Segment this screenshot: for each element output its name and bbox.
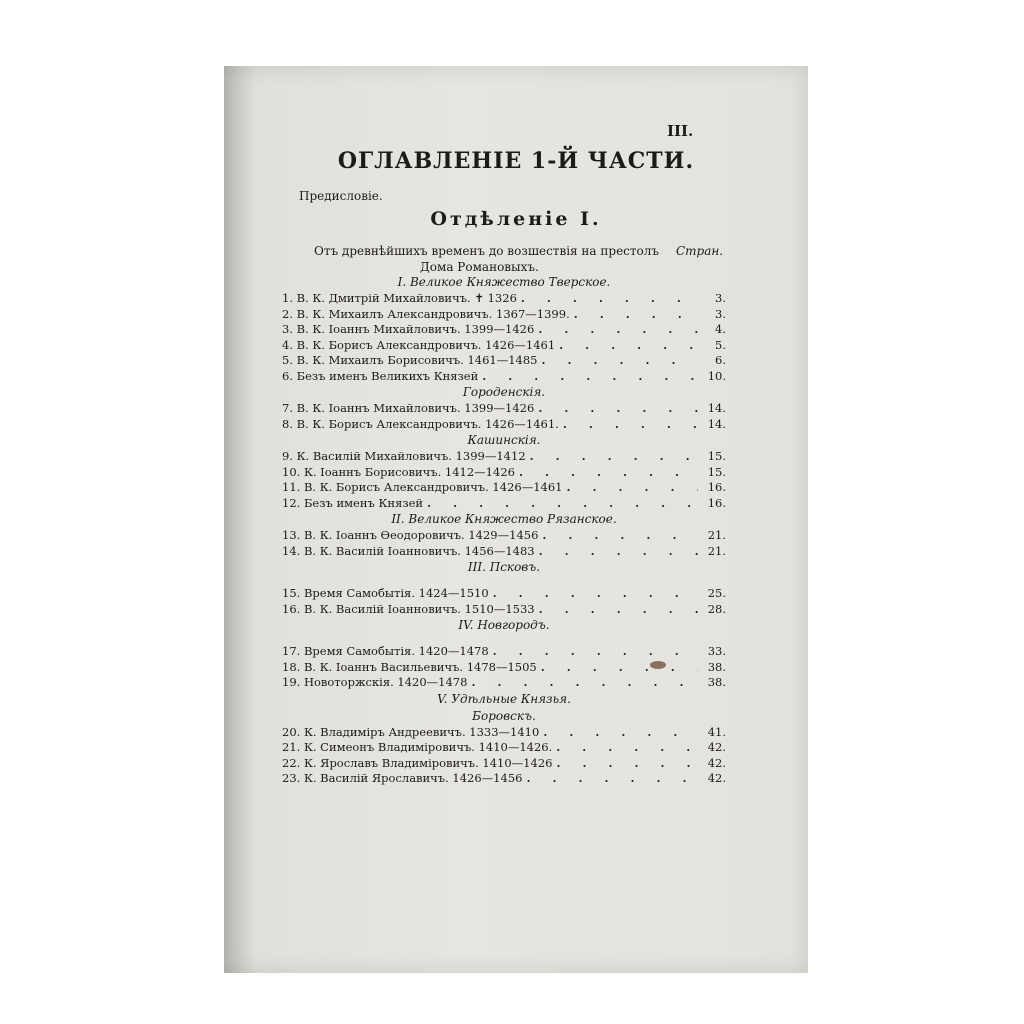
toc-entry-page: 3. xyxy=(715,291,726,305)
ink-stain xyxy=(650,661,666,669)
dot-leader xyxy=(521,291,698,307)
dot-leader xyxy=(482,369,698,385)
dot-leader xyxy=(541,660,698,676)
toc-entry xyxy=(282,756,726,772)
toc-entry xyxy=(282,465,726,481)
toc-entry-title: 19. Новоторжскія. 1420—1478 xyxy=(282,675,468,689)
toc-entry-title: 17. Время Самобытія. 1420—1478 xyxy=(282,644,489,658)
toc-entry-page: 28. xyxy=(707,601,726,616)
toc-spacer xyxy=(282,576,726,586)
toc-entry-title: 21. К. Симеонъ Владиміровичъ. 1410—1426. xyxy=(282,740,553,754)
section-subtitle-line1: Отъ древнѣйшихъ временъ до возшествія на престолъ xyxy=(314,244,660,258)
dot-leader xyxy=(471,675,698,691)
toc-entry xyxy=(282,322,726,338)
dot-leader xyxy=(542,353,699,369)
toc-entry xyxy=(282,602,726,618)
toc-entry-page: 25. xyxy=(707,586,726,600)
toc-entry xyxy=(282,307,726,323)
toc-entry-title: 6. Безъ именъ Великихъ Князей xyxy=(282,368,479,383)
toc-entry-page: 42. xyxy=(707,771,726,785)
toc-entry xyxy=(282,353,726,369)
toc-entry-title: 13. В. К. Іоаннъ Ѳеодоровичъ. 1429—1456 xyxy=(282,528,539,542)
toc-entry-title: 3. В. К. Іоаннъ Михайловичъ. 1399—1426 xyxy=(282,322,535,336)
dot-leader xyxy=(427,496,698,512)
toc-entry-page: 6. xyxy=(715,353,726,367)
toc-spacer xyxy=(282,634,726,644)
toc-entry xyxy=(282,771,726,787)
section-subtitle-line2: Дома Романовыхъ. xyxy=(420,260,539,274)
toc-entry-title: 16. В. К. Василій Іоанновичъ. 1510—1533 xyxy=(282,601,535,616)
toc-entry xyxy=(282,417,726,433)
toc-entry-title: 1. В. К. Дмитрій Михайловичъ. ✝ 1326 xyxy=(282,291,517,305)
toc-entry-title: 22. К. Ярославъ Владиміровичъ. 1410—1426 xyxy=(282,755,553,770)
dot-leader xyxy=(538,322,698,338)
dot-leader xyxy=(493,644,698,660)
dot-leader xyxy=(539,544,698,560)
toc-entry-title: 15. Время Самобытія. 1424—1510 xyxy=(282,586,489,600)
toc-entry-title: 14. В. К. Василій Іоанновичъ. 1456—1483 xyxy=(282,543,535,558)
toc-entry-page: 41. xyxy=(707,724,726,739)
toc-entry-title: 20. К. Владиміръ Андреевичъ. 1333—1410 xyxy=(282,724,540,739)
toc-heading: II. Великое Княжество Рязанское. xyxy=(391,512,617,526)
dot-leader xyxy=(538,401,698,417)
toc-entry-title: 8. В. К. Борисъ Александровичъ. 1426—1461. xyxy=(282,416,559,431)
toc-entry-page: 42. xyxy=(707,740,726,754)
toc-entry-title: 11. В. К. Борисъ Александровичъ. 1426—1461 xyxy=(282,480,563,494)
toc-entry xyxy=(282,480,726,496)
toc-entry-page: 4. xyxy=(715,322,726,336)
table-of-contents xyxy=(282,274,726,787)
dot-leader xyxy=(543,725,698,741)
dot-leader xyxy=(559,338,698,354)
toc-entry xyxy=(282,544,726,560)
toc-heading: Кашинскія. xyxy=(467,433,541,447)
toc-entry xyxy=(282,369,726,385)
dot-leader xyxy=(526,771,698,787)
dot-leader xyxy=(556,756,698,772)
toc-entry-title: 18. В. К. Іоаннъ Васильевичъ. 1478—1505 xyxy=(282,659,537,674)
toc-entry-page: 15. xyxy=(707,449,726,463)
toc-entry-page: 5. xyxy=(715,337,726,352)
page-column-header: Стран. xyxy=(676,244,724,258)
dot-leader xyxy=(574,307,698,323)
toc-entry-page: 14. xyxy=(707,416,726,431)
toc-heading: I. Великое Княжество Тверское. xyxy=(397,275,611,289)
toc-heading: Боровскъ. xyxy=(472,708,536,723)
toc-entry xyxy=(282,496,726,512)
dot-leader xyxy=(530,449,698,465)
dot-leader xyxy=(563,417,698,433)
toc-entry-page: 21. xyxy=(707,543,726,558)
toc-entry xyxy=(282,675,726,691)
dot-leader xyxy=(519,465,698,481)
dot-leader xyxy=(542,528,698,544)
dot-leader xyxy=(556,740,698,756)
toc-entry-title: 7. В. К. Іоаннъ Михайловичъ. 1399—1426 xyxy=(282,401,535,415)
toc-entry xyxy=(282,586,726,602)
page-gutter-shadow xyxy=(224,66,254,973)
toc-heading: Городенскія. xyxy=(462,385,546,399)
toc-entry-page: 15. xyxy=(707,464,726,479)
toc-entry xyxy=(282,528,726,544)
page-number: III. xyxy=(667,122,694,140)
toc-entry-page: 16. xyxy=(707,495,726,510)
toc-entry-title: 5. В. К. Михаилъ Борисовичъ. 1461—1485 xyxy=(282,353,538,367)
toc-entry-page: 16. xyxy=(707,480,726,494)
toc-entry-page: 10. xyxy=(707,368,726,383)
toc-entry xyxy=(282,338,726,354)
toc-entry-title: 10. К. Іоаннъ Борисовичъ. 1412—1426 xyxy=(282,464,515,479)
toc-entry xyxy=(282,644,726,660)
toc-heading: III. Псковъ. xyxy=(467,560,541,574)
book-page xyxy=(224,66,808,973)
toc-entry-page: 38. xyxy=(707,659,726,674)
toc-entry xyxy=(282,401,726,417)
toc-entry-title: 4. В. К. Борисъ Александровичъ. 1426—1461 xyxy=(282,337,556,352)
toc-heading: V. Удѣльные Князья. xyxy=(437,691,571,706)
preface-entry: Предисловіе. xyxy=(299,189,383,203)
toc-entry xyxy=(282,449,726,465)
toc-entry xyxy=(282,291,726,307)
toc-entry-page: 3. xyxy=(715,306,726,321)
toc-entry-page: 38. xyxy=(707,675,726,689)
toc-entry-page: 14. xyxy=(707,401,726,415)
toc-entry-title: 23. К. Василій Ярославичъ. 1426—1456 xyxy=(282,771,523,785)
toc-heading: IV. Новгородъ. xyxy=(458,618,550,632)
page-title: ОГЛАВЛЕНІЕ 1-Й ЧАСТИ. xyxy=(337,148,695,174)
toc-entry xyxy=(282,740,726,756)
dot-leader xyxy=(539,602,698,618)
toc-entry-title: 2. В. К. Михаилъ Александровичъ. 1367—1399. xyxy=(282,306,570,321)
toc-entry-page: 42. xyxy=(707,755,726,770)
section-heading: Отдѣленіе I. xyxy=(430,208,602,230)
toc-entry-title: 9. К. Василій Михайловичъ. 1399—1412 xyxy=(282,449,526,463)
toc-entry-page: 21. xyxy=(707,528,726,542)
toc-entry-title: 12. Безъ именъ Князей xyxy=(282,495,424,510)
toc-entry xyxy=(282,725,726,741)
dot-leader xyxy=(493,586,698,602)
dot-leader xyxy=(566,480,698,496)
toc-entry-page: 33. xyxy=(707,644,726,658)
